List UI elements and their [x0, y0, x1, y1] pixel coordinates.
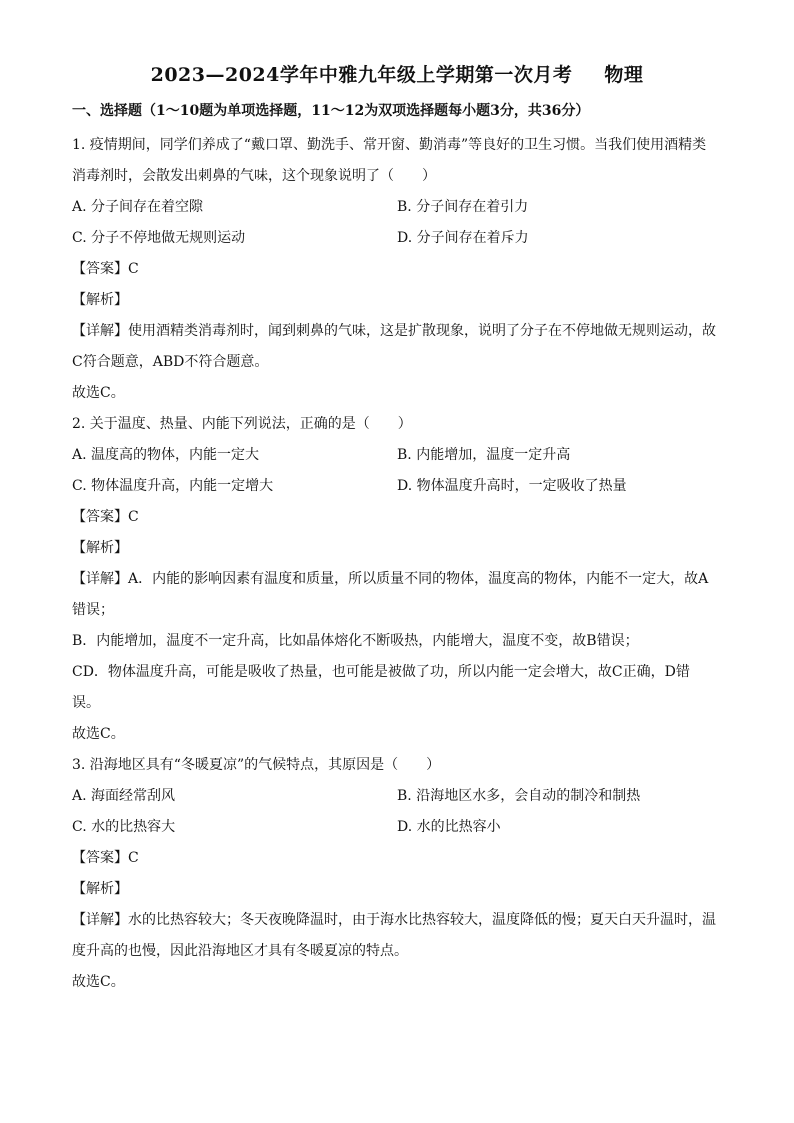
detail-line: 错误；: [72, 602, 114, 618]
question-2: [72, 409, 722, 750]
question-3: [72, 750, 722, 998]
detail-line: 误。: [72, 695, 100, 711]
option-d: D. 水的比热容小: [397, 819, 501, 835]
option-c: C. 分子不停地做无规则运动: [72, 230, 246, 246]
answer-label: 【答案】C: [72, 261, 139, 277]
option-a: A. 海面经常刮风: [72, 788, 176, 804]
option-d: D. 分子间存在着斥力: [397, 230, 529, 246]
conclusion: 故选C。: [72, 726, 125, 742]
detail-line: C符合题意，ABD不符合题意。: [72, 354, 269, 370]
detail-line: 度升高的也慢，因此沿海地区才具有冬暖夏凉的特点。: [72, 943, 408, 959]
option-c: C. 水的比热容大: [72, 819, 176, 835]
option-b: B. 分子间存在着引力: [397, 199, 529, 215]
detail-line: 【详解】水的比热容较大；冬天夜晚降温时，由于海水比热容较大，温度降低的慢；夏天白天升温时，温: [72, 912, 716, 928]
page-title: [72, 60, 722, 90]
option-d: D. 物体温度升高时，一定吸收了热量: [397, 478, 627, 494]
option-row: [72, 192, 722, 223]
option-b: B. 内能增加，温度一定升高: [397, 447, 571, 463]
question-stem: 2. 关于温度、热量、内能下列说法，正确的是（ ）: [72, 416, 412, 432]
option-row: [72, 781, 722, 812]
conclusion: 故选C。: [72, 974, 125, 990]
analysis-label: 【解析】: [72, 540, 128, 556]
question-stem: 消毒剂时，会散发出刺鼻的气味，这个现象说明了（ ）: [72, 168, 436, 184]
option-a: A. 分子间存在着空隙: [72, 199, 204, 215]
question-stem: 1. 疫情期间，同学们养成了“戴口罩、勤洗手、常开窗、勤消毒”等良好的卫生习惯。当我们使用酒精类: [72, 137, 707, 153]
answer-label: 【答案】C: [72, 850, 139, 866]
detail-line: B．内能增加，温度不一定升高，比如晶体熔化不断吸热，内能增大，温度不变，故B错误；: [72, 633, 639, 649]
option-b: B. 沿海地区水多，会自动的制冷和制热: [397, 788, 641, 804]
detail-line: 【详解】A．内能的影响因素有温度和质量，所以质量不同的物体，温度高的物体，内能不一定大，故A: [72, 571, 709, 587]
analysis-label: 【解析】: [72, 292, 128, 308]
exam-subject: 物理: [604, 64, 644, 86]
section-heading: 一、选择题（1～10题为单项选择题，11～12为双项选择题每小题3分，共36分）: [72, 103, 590, 119]
option-row: [72, 812, 722, 843]
option-row: [72, 471, 722, 502]
answer-label: 【答案】C: [72, 509, 139, 525]
option-row: [72, 440, 722, 471]
question-stem: 3. 沿海地区具有“冬暖夏凉”的气候特点，其原因是（ ）: [72, 757, 441, 773]
option-c: C. 物体温度升高，内能一定增大: [72, 478, 274, 494]
detail-line: CD．物体温度升高，可能是吸收了热量，也可能是被做了功，所以内能一定会增大，故C正确，D错: [72, 664, 690, 680]
conclusion: 故选C。: [72, 385, 125, 401]
option-row: [72, 223, 722, 254]
option-a: A. 温度高的物体，内能一定大: [72, 447, 260, 463]
exam-page: [72, 60, 722, 998]
question-1: [72, 130, 722, 409]
detail-line: 【详解】使用酒精类消毒剂时，闻到刺鼻的气味，这是扩散现象，说明了分子在不停地做无规则运动，故: [72, 323, 716, 339]
analysis-label: 【解析】: [72, 881, 128, 897]
exam-title: 2023—2024学年中雅九年级上学期第一次月考: [150, 64, 573, 86]
